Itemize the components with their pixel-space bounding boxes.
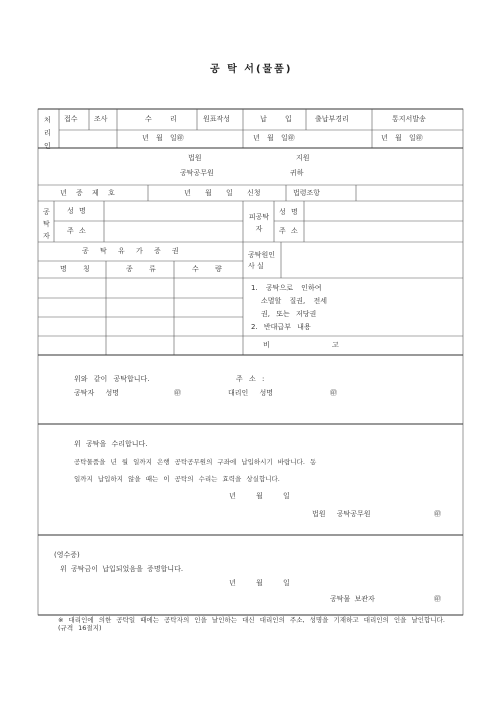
footnote: ※ 대리인에 의한 공탁일 때에는 공탁자의 인을 날인하는 대신 대리인의 주소, 성명을 기재하고 대리인의 인을 날인합니다. (규격 16절지) xyxy=(58,616,445,632)
agent-seal: ㊞ xyxy=(330,389,337,397)
branch-label: 지원 xyxy=(296,154,310,162)
cause-line-1: 1. 공탁으로 인하여 xyxy=(251,284,322,292)
date-seal-accept: 년 월 일㊞ xyxy=(142,134,184,142)
securities-header: 공 탁 유 가 증 권 xyxy=(82,247,179,255)
header-col-review: 조사 xyxy=(94,115,108,123)
header-col-notice: 통지서발송 xyxy=(392,115,426,123)
receipt-seal: ㊞ xyxy=(434,595,441,603)
beneficiary-name-label: 성 명 xyxy=(279,208,298,216)
statement-depositor-name: 공탁자 성명 xyxy=(74,389,120,397)
header-col-original: 원표작성 xyxy=(203,115,231,123)
statement-agent-name: 대리인 성명 xyxy=(228,389,274,397)
remarks-label: 비 고 xyxy=(263,341,339,349)
officer-label: 공탁공무원 xyxy=(180,169,214,177)
cause-line-2: 소멸할 질권, 전세 xyxy=(261,297,328,305)
date-seal-payment: 년 월 일㊞ xyxy=(253,134,295,142)
header-col-ledger: 출납부경리 xyxy=(315,115,349,123)
receipt-label: (영수증) xyxy=(54,551,80,559)
col-name: 명 칭 xyxy=(60,265,90,273)
acceptance-payment-line: 공탁물품을 년 월 일까지 은행 공탁공무원의 구좌에 납입하시기 바랍니다. 동 xyxy=(74,458,317,466)
col-type: 종 류 xyxy=(126,265,156,273)
acceptance-seal: ㊞ xyxy=(434,510,441,518)
header-col-payment: 납 입 xyxy=(260,115,292,123)
receipt-statement: 위 공탁금이 납입되었음을 증명합니다. xyxy=(60,565,184,573)
receipt-date: 년 월 일 xyxy=(229,579,290,587)
case-number-field: 년 증 제 호 xyxy=(60,189,115,197)
cause-line-4: 2. 반대급부 내용 xyxy=(251,323,311,331)
acceptance-statement: 위 공탁을 수리합니다. xyxy=(74,440,148,448)
statement-address-label: 주 소 : xyxy=(236,375,265,383)
acceptance-officer: 법원 공탁공무원 xyxy=(312,510,371,518)
depositor-name-label: 성 명 xyxy=(67,207,86,215)
deposit-statement: 위와 같이 공탁합니다. xyxy=(74,375,150,383)
depositor-label: 공탁자 xyxy=(43,208,50,240)
col-quantity: 수 량 xyxy=(192,265,222,273)
handler-side-label: 처리인 xyxy=(44,116,51,150)
court-label: 법원 xyxy=(188,154,202,162)
acceptance-date: 년 월 일 xyxy=(229,492,290,500)
header-col-receipt: 접수 xyxy=(64,115,78,123)
cause-line-3: 권, 또는 저당권 xyxy=(261,310,317,318)
depositor-address-label: 주 소 xyxy=(67,227,86,235)
date-seal-notice: 년 월 일㊞ xyxy=(381,134,423,142)
header-col-accept: 수 리 xyxy=(145,115,177,123)
page-title: 공 탁 서(물품) xyxy=(210,64,293,75)
receipt-custodian: 공탁물 보관자 xyxy=(330,595,375,603)
law-article-label: 법령조항 xyxy=(293,189,321,197)
apply-date-field: 년 월 일 신청 xyxy=(184,189,261,197)
depositor-seal: ㊞ xyxy=(174,389,181,397)
beneficiary-address-label: 주 소 xyxy=(279,227,298,235)
cause-facts-label: 공탁원인사 실 xyxy=(248,251,276,270)
acceptance-expiry-line: 일까지 납입하지 않을 때는 이 공탁의 수리는 효력을 상실합니다. xyxy=(74,475,280,483)
beneficiary-label: 피공탁자 xyxy=(248,213,270,233)
honorific-label: 귀하 xyxy=(290,169,304,177)
